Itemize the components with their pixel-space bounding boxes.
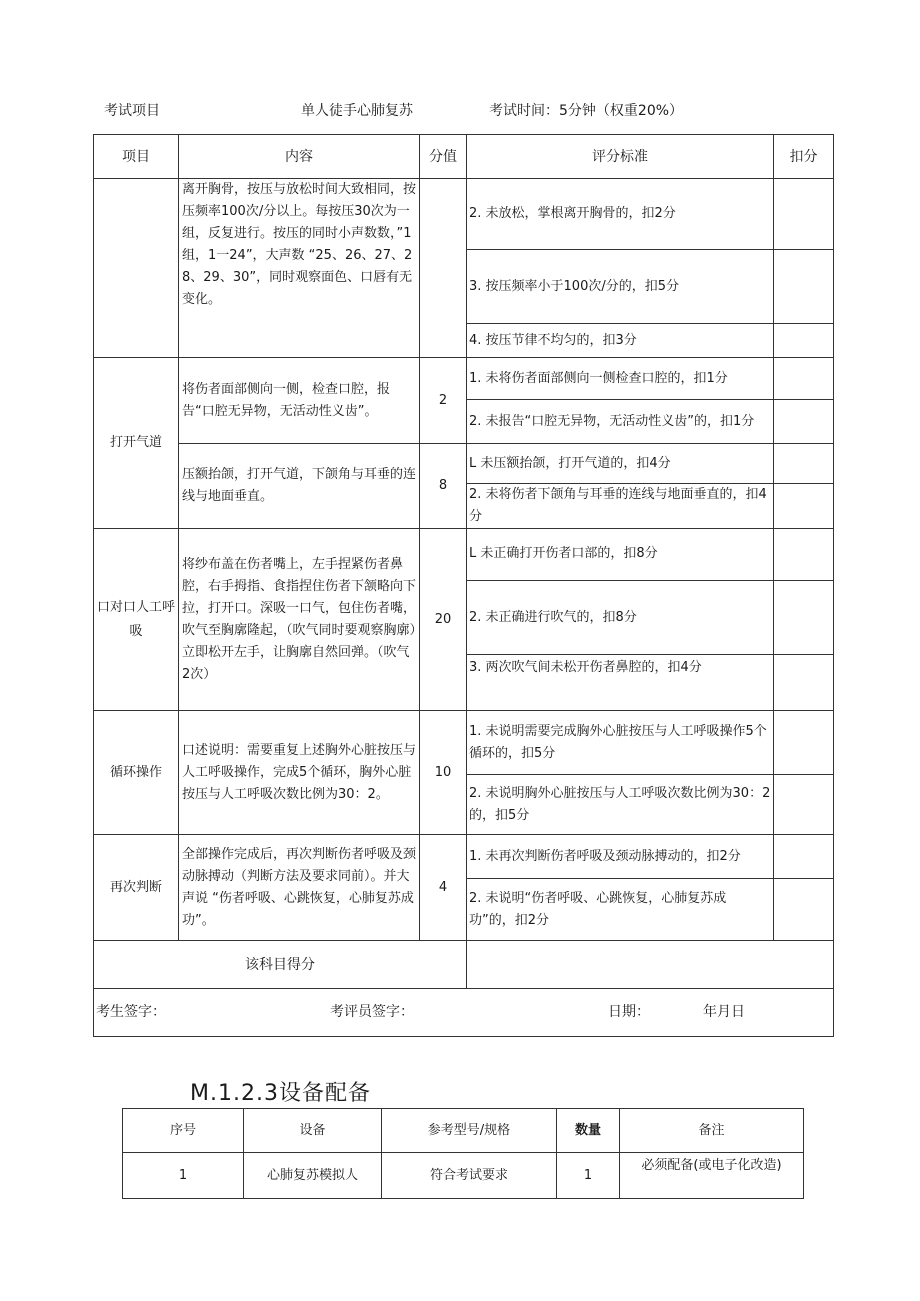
project-cell: 口对口人工呼吸 [94,529,179,711]
total-score-cell[interactable] [467,941,834,989]
criteria-cell: 1. 未再次判断伤者呼吸及颈动脉搏动的，扣2分 [467,835,774,879]
deduction-cell[interactable] [774,179,834,250]
table-row [94,529,834,581]
exam-time: 考试时间：5分钟（权重20%） [489,103,684,119]
equip-col-spec: 参考型号/规格 [382,1109,557,1153]
equip-qty: 1 [557,1153,620,1199]
score-cell: 10 [420,711,467,835]
criteria-cell: 2. 未放松，掌根离开胸骨的，扣2分 [467,179,774,250]
table-row [94,711,834,775]
deduction-cell[interactable] [774,711,834,775]
criteria-cell: 2. 未正确进行吹气的，扣8分 [467,581,774,655]
criteria-cell: 3. 两次吹气间未松开伤者鼻腔的，扣4分 [467,655,774,711]
content-cell: 全部操作完成后，再次判断伤者呼吸及颈动脉搏动（判断方法及要求同前）。并大声说 “伤者呼吸、心跳恢复，心肺复苏成功”。 [179,835,420,941]
criteria-cell: 4. 按压节律不均匀的，扣3分 [467,324,774,358]
deduction-cell[interactable] [774,655,834,711]
signature-row [94,989,834,1037]
score-cell: 20 [420,529,467,711]
section-title: M.1.2.3设备配备 [190,1081,371,1106]
project-cell: 循环操作 [94,711,179,835]
examiner-signature-label: 考评员签字： [330,1004,414,1020]
equip-col-device: 设备 [244,1109,382,1153]
col-header-score: 分值 [420,135,467,179]
content-cell: 将纱布盖在伤者嘴上，左手捏紧伤者鼻腔，右手拇指、食指捏住伤者下颔略向下拉，打开口。深吸一口气，包住伤者嘴，吹气至胸廓隆起，（吹气同时要观察胸廓）立即松开左手，让胸廓自然回弹。（吹气2次） [179,529,420,711]
col-header-content: 内容 [179,135,420,179]
equipment-header-row [123,1109,804,1153]
criteria-cell: 2. 未说明“伤者呼吸、心跳恢复，心肺复苏成功”的，扣2分 [467,879,774,941]
content-cell: 口述说明：需要重复上述胸外心脏按压与人工呼吸操作，完成5个循环，胸外心脏按压与人工呼吸次数比例为30：2。 [179,711,420,835]
score-cell: 4 [420,835,467,941]
equip-col-no: 序号 [123,1109,244,1153]
table-row [94,179,834,250]
criteria-cell: 2. 未报告“口腔无异物，无活动性义齿”的，扣1分 [467,400,774,444]
table-row [94,444,834,484]
equip-col-qty: 数量 [557,1109,620,1153]
table-row [94,358,834,400]
content-cell: 离开胸骨，按压与放松时间大致相同，按压频率100次/分以上。每按压30次为一组，反复进行。按压的同时小声数数，”1组，1一24”，大声数 “25、26、27、28、29、30”，同时观察面色、口唇有无变化。 [179,179,420,358]
equip-no: 1 [123,1153,244,1199]
equip-note: 必须配备(或电子化改造) [620,1153,804,1199]
criteria-cell: 1. 未说明需要完成胸外心脏按压与人工呼吸操作5个循环的，扣5分 [467,711,774,775]
exam-item-label: 考试项目 [104,103,160,119]
candidate-signature-label: 考生签字： [96,1004,166,1020]
project-cell [94,179,179,358]
table-row [123,1153,804,1199]
score-cell: 8 [420,444,467,529]
date-ymd: 年月日 [703,1004,745,1020]
scoring-table [93,134,834,1037]
content-cell: 将伤者面部侧向一侧，检查口腔，报告“口腔无异物，无活动性义齿”。 [179,358,420,444]
total-label: 该科目得分 [94,941,467,989]
deduction-cell[interactable] [774,400,834,444]
criteria-cell: L 未正确打开伤者口部的，扣8分 [467,529,774,581]
deduction-cell[interactable] [774,484,834,529]
criteria-cell: 1. 未将伤者面部侧向一侧检查口腔的，扣1分 [467,358,774,400]
criteria-cell: 3. 按压频率小于100次/分的，扣5分 [467,250,774,324]
deduction-cell[interactable] [774,879,834,941]
criteria-cell: L 未压额抬颌，打开气道的，扣4分 [467,444,774,484]
equip-spec: 符合考试要求 [382,1153,557,1199]
deduction-cell[interactable] [774,324,834,358]
score-cell: 2 [420,358,467,444]
deduction-cell[interactable] [774,529,834,581]
date-label: 日期： [608,1004,650,1020]
deduction-cell[interactable] [774,835,834,879]
equipment-table [122,1108,804,1199]
deduction-cell[interactable] [774,444,834,484]
project-cell: 再次判断 [94,835,179,941]
score-cell [420,179,467,358]
exam-item-name: 单人徒手心肺复苏 [301,103,413,119]
col-header-project: 项目 [94,135,179,179]
project-cell: 打开气道 [94,358,179,529]
equip-col-note: 备注 [620,1109,804,1153]
table-row [94,835,834,879]
equip-device: 心肺复苏模拟人 [244,1153,382,1199]
criteria-cell: 2. 未说明胸外心脏按压与人工呼吸次数比例为30：2的，扣5分 [467,775,774,835]
deduction-cell[interactable] [774,581,834,655]
total-row [94,941,834,989]
criteria-cell: 2. 未将伤者下颌角与耳垂的连线与地面垂直的，扣4分 [467,484,774,529]
signature-cell [94,989,834,1037]
col-header-criteria: 评分标准 [467,135,774,179]
deduction-cell[interactable] [774,250,834,324]
content-cell: 压额抬颌，打开气道，下颌角与耳垂的连线与地面垂直。 [179,444,420,529]
col-header-deduction: 扣分 [774,135,834,179]
deduction-cell[interactable] [774,775,834,835]
deduction-cell[interactable] [774,358,834,400]
table-header-row [94,135,834,179]
